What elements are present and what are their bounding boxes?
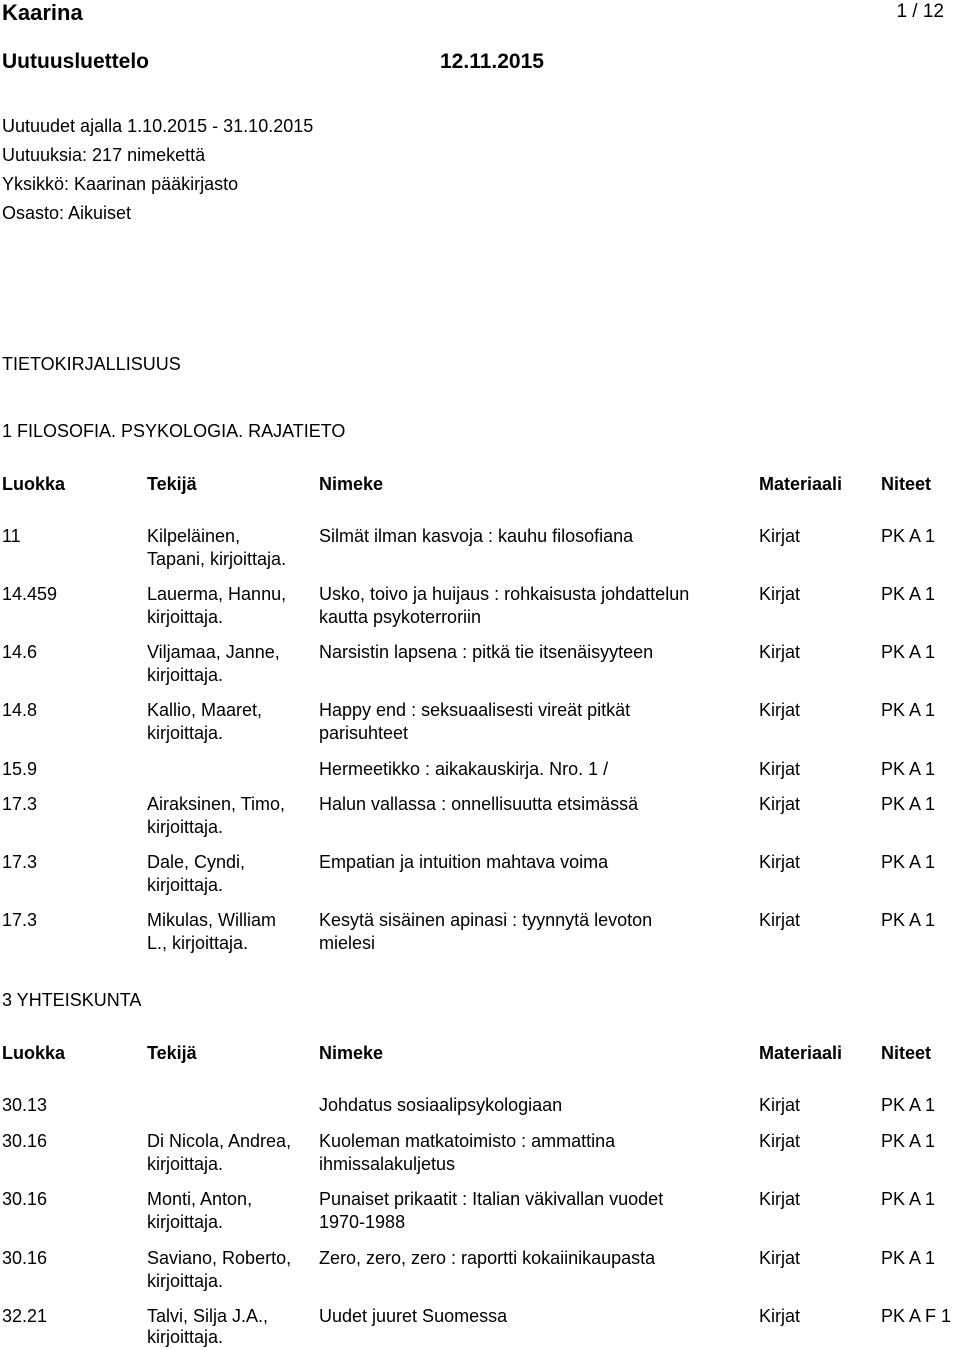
row-class: 17.3 — [2, 910, 38, 930]
row-author-cont: kirjoittaja. — [147, 1212, 224, 1232]
row-volumes: PK A 1 — [881, 1131, 936, 1151]
row-author-cont: kirjoittaja. — [147, 607, 224, 627]
row-author: Monti, Anton, — [147, 1189, 253, 1209]
row-author: Kallio, Maaret, — [147, 700, 263, 720]
row-title-cont: mielesi — [319, 933, 376, 953]
row-material: Kirjat — [759, 1131, 801, 1151]
row-title-cont: kautta psykoterroriin — [319, 607, 482, 627]
row-volumes: PK A 1 — [881, 759, 936, 779]
row-author-cont: kirjoittaja. — [147, 1154, 224, 1174]
row-author-cont: kirjoittaja. — [147, 1271, 224, 1291]
row-author: Talvi, Silja J.A., — [147, 1306, 269, 1326]
row-title: Happy end : seksuaalisesti vireät pitkät — [319, 700, 631, 720]
row-title: Kesytä sisäinen apinasi : tyynnytä levoton — [319, 910, 653, 930]
row-material: Kirjat — [759, 759, 801, 779]
row-class: 17.3 — [2, 852, 38, 872]
row-class: 15.9 — [2, 759, 38, 779]
row-volumes: PK A 1 — [881, 700, 936, 720]
column-header-author: Tekijä — [147, 474, 197, 494]
row-author: Airaksinen, Timo, — [147, 794, 286, 814]
meta-count: Uutuuksia: 217 nimekettä — [2, 145, 206, 165]
row-material: Kirjat — [759, 794, 801, 814]
row-author-cont: Tapani, kirjoittaja. — [147, 549, 287, 569]
row-author: Dale, Cyndi, — [147, 852, 246, 872]
column-header-row — [0, 1042, 960, 1066]
row-class: 30.16 — [2, 1131, 48, 1151]
row-title: Uudet juuret Suomessa — [319, 1306, 508, 1326]
row-author-cont: L., kirjoittaja. — [147, 933, 249, 953]
row-author-cont: kirjoittaja. — [147, 1327, 224, 1347]
row-title-cont: parisuhteet — [319, 723, 409, 743]
meta-department: Osasto: Aikuiset — [2, 203, 132, 223]
column-header-row — [0, 473, 960, 497]
row-volumes: PK A 1 — [881, 584, 936, 604]
meta-date-range: Uutuudet ajalla 1.10.2015 - 31.10.2015 — [2, 116, 314, 136]
row-title: Halun vallassa : onnellisuutta etsimässä — [319, 794, 639, 814]
row-title: Hermeetikko : aikakauskirja. Nro. 1 / — [319, 759, 609, 779]
column-header-title: Nimeke — [319, 1043, 384, 1063]
column-header-class: Luokka — [2, 474, 66, 494]
meta-unit: Yksikkö: Kaarinan pääkirjasto — [2, 174, 239, 194]
row-volumes: PK A 1 — [881, 642, 936, 662]
column-header-volumes: Niteet — [881, 1043, 932, 1063]
row-author: Di Nicola, Andrea, — [147, 1131, 292, 1151]
row-material: Kirjat — [759, 1189, 801, 1209]
column-header-material: Materiaali — [759, 474, 843, 494]
row-material: Kirjat — [759, 1095, 801, 1115]
row-volumes: PK A 1 — [881, 1189, 936, 1209]
row-title: Usko, toivo ja huijaus : rohkaisusta johdattelun — [319, 584, 690, 604]
library-name: Kaarina — [2, 0, 83, 25]
row-title-cont: ihmissalakuljetus — [319, 1154, 456, 1174]
row-material: Kirjat — [759, 852, 801, 872]
row-author: Kilpeläinen, — [147, 526, 241, 546]
row-volumes: PK A 1 — [881, 1095, 936, 1115]
row-author: Lauerma, Hannu, — [147, 584, 287, 604]
row-volumes: PK A F 1 — [881, 1306, 952, 1326]
column-header-title: Nimeke — [319, 474, 384, 494]
row-volumes: PK A 1 — [881, 794, 936, 814]
column-header-volumes: Niteet — [881, 474, 932, 494]
row-title: Zero, zero, zero : raportti kokaiinikaupasta — [319, 1248, 656, 1268]
page-title: Uutuusluettelo — [2, 50, 149, 73]
row-title-cont: 1970-1988 — [319, 1212, 406, 1232]
row-class: 30.13 — [2, 1095, 48, 1115]
row-class: 30.16 — [2, 1248, 48, 1268]
row-material: Kirjat — [759, 910, 801, 930]
row-title: Empatian ja intuition mahtava voima — [319, 852, 609, 872]
row-volumes: PK A 1 — [881, 526, 936, 546]
row-material: Kirjat — [759, 1306, 801, 1326]
row-author: Viljamaa, Janne, — [147, 642, 280, 662]
row-class: 32.21 — [2, 1306, 48, 1326]
row-volumes: PK A 1 — [881, 1248, 936, 1268]
row-author-cont: kirjoittaja. — [147, 665, 224, 685]
column-header-class: Luokka — [2, 1043, 66, 1063]
row-material: Kirjat — [759, 584, 801, 604]
row-author-cont: kirjoittaja. — [147, 723, 224, 743]
category-heading: TIETOKIRJALLISUUS — [2, 354, 181, 374]
row-volumes: PK A 1 — [881, 852, 936, 872]
row-material: Kirjat — [759, 526, 801, 546]
row-material: Kirjat — [759, 700, 801, 720]
row-class: 14.6 — [2, 642, 38, 662]
row-author-cont: kirjoittaja. — [147, 875, 224, 895]
row-class: 30.16 — [2, 1189, 48, 1209]
column-header-author: Tekijä — [147, 1043, 197, 1063]
row-title: Narsistin lapsena : pitkä tie itsenäisyyteen — [319, 642, 654, 662]
report-date: 12.11.2015 — [440, 50, 544, 73]
row-class: 14.8 — [2, 700, 38, 720]
row-author: Mikulas, William — [147, 910, 277, 930]
section-heading: 3 YHTEISKUNTA — [2, 990, 142, 1010]
row-title: Silmät ilman kasvoja : kauhu filosofiana — [319, 526, 634, 546]
row-class: 11 — [2, 526, 21, 546]
row-volumes: PK A 1 — [881, 910, 936, 930]
row-title: Kuoleman matkatoimisto : ammattina — [319, 1131, 616, 1151]
column-header-material: Materiaali — [759, 1043, 843, 1063]
row-title: Johdatus sosiaalipsykologiaan — [319, 1095, 563, 1115]
row-author-cont: kirjoittaja. — [147, 817, 224, 837]
row-material: Kirjat — [759, 642, 801, 662]
row-material: Kirjat — [759, 1248, 801, 1268]
row-class: 14.459 — [2, 584, 58, 604]
page-indicator: 1 / 12 — [896, 1, 944, 22]
row-title: Punaiset prikaatit : Italian väkivallan vuodet — [319, 1189, 664, 1209]
row-author: Saviano, Roberto, — [147, 1248, 292, 1268]
row-class: 17.3 — [2, 794, 38, 814]
section-heading: 1 FILOSOFIA. PSYKOLOGIA. RAJATIETO — [2, 421, 346, 441]
